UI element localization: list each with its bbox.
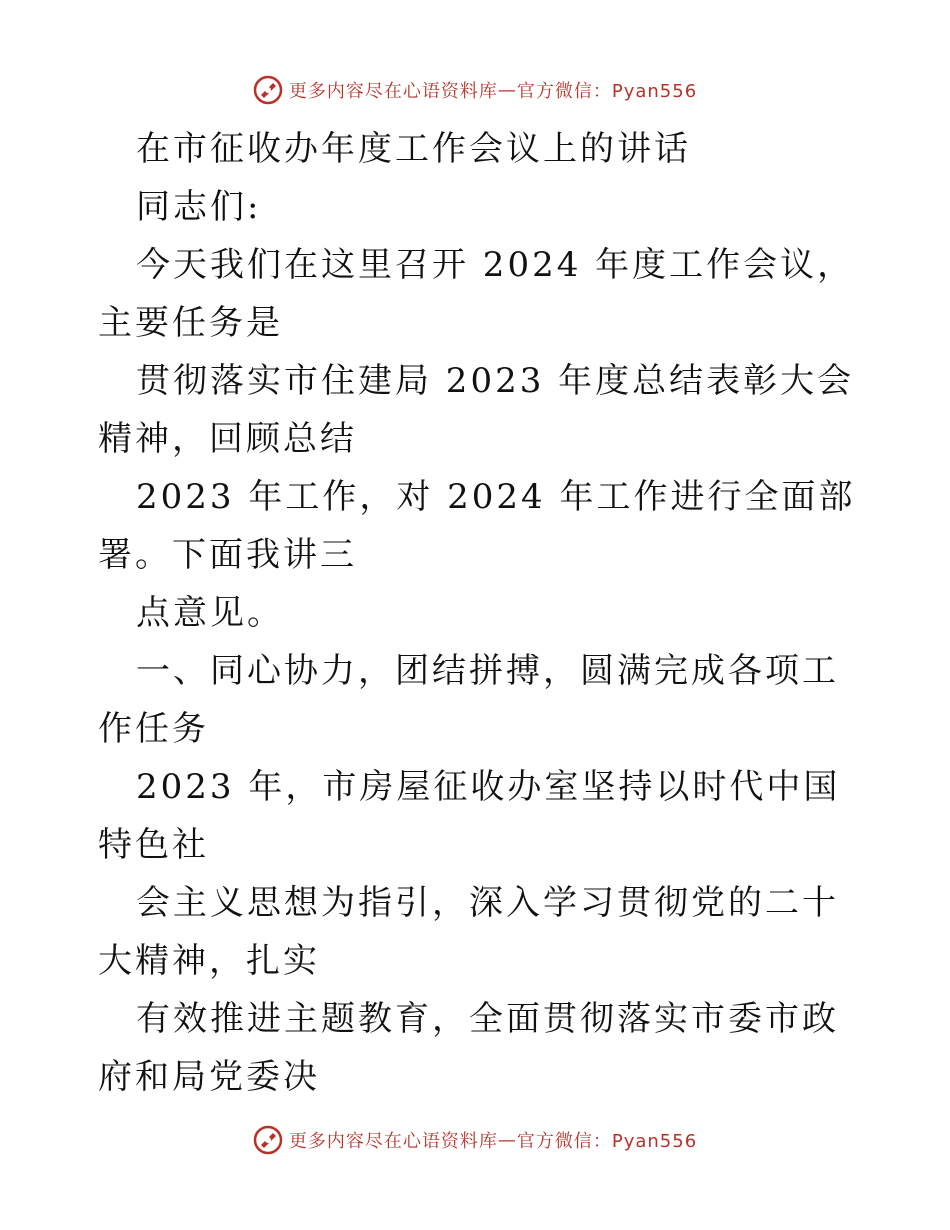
paragraph-line: 2023 年工作，对 2024 年工作进行全面部署。下面我讲三	[98, 477, 856, 575]
paragraph-line: 贯彻落实市住建局 2023 年度总结表彰大会精神，回顾总结	[98, 361, 855, 459]
header-brand-text: 更多内容尽在心语资料库	[288, 81, 498, 102]
footer-contact-text: 官方微信：Pyan556	[516, 1131, 698, 1152]
paragraph-line: 点意见。	[136, 593, 284, 633]
document-body	[98, 120, 858, 1106]
paragraph-line: 会主义思想为指引，深入学习贯彻党的二十大精神，扎实	[98, 883, 839, 981]
document-title: 在市征收办年度工作会议上的讲话	[136, 129, 691, 169]
footer-watermark-banner	[0, 1120, 950, 1160]
header-dash: —	[497, 79, 517, 101]
salutation: 同志们:	[136, 187, 262, 227]
header-contact-text: 官方微信：Pyan556	[516, 81, 698, 102]
header-watermark-banner	[0, 70, 950, 110]
brand-logo-icon	[253, 75, 283, 105]
paragraph-line: 2023 年，市房屋征收办室坚持以时代中国特色社	[98, 767, 841, 865]
footer-dash: —	[497, 1129, 517, 1151]
section-heading: 一、同心协力，团结拼搏，圆满完成各项工作任务	[98, 651, 839, 749]
paragraph-line: 今天我们在这里召开 2024 年度工作会议，主要任务是	[98, 245, 855, 343]
brand-logo-icon	[253, 1125, 283, 1155]
footer-brand-text: 更多内容尽在心语资料库	[288, 1131, 498, 1152]
paragraph-line: 有效推进主题教育，全面贯彻落实市委市政府和局党委决	[98, 999, 839, 1097]
